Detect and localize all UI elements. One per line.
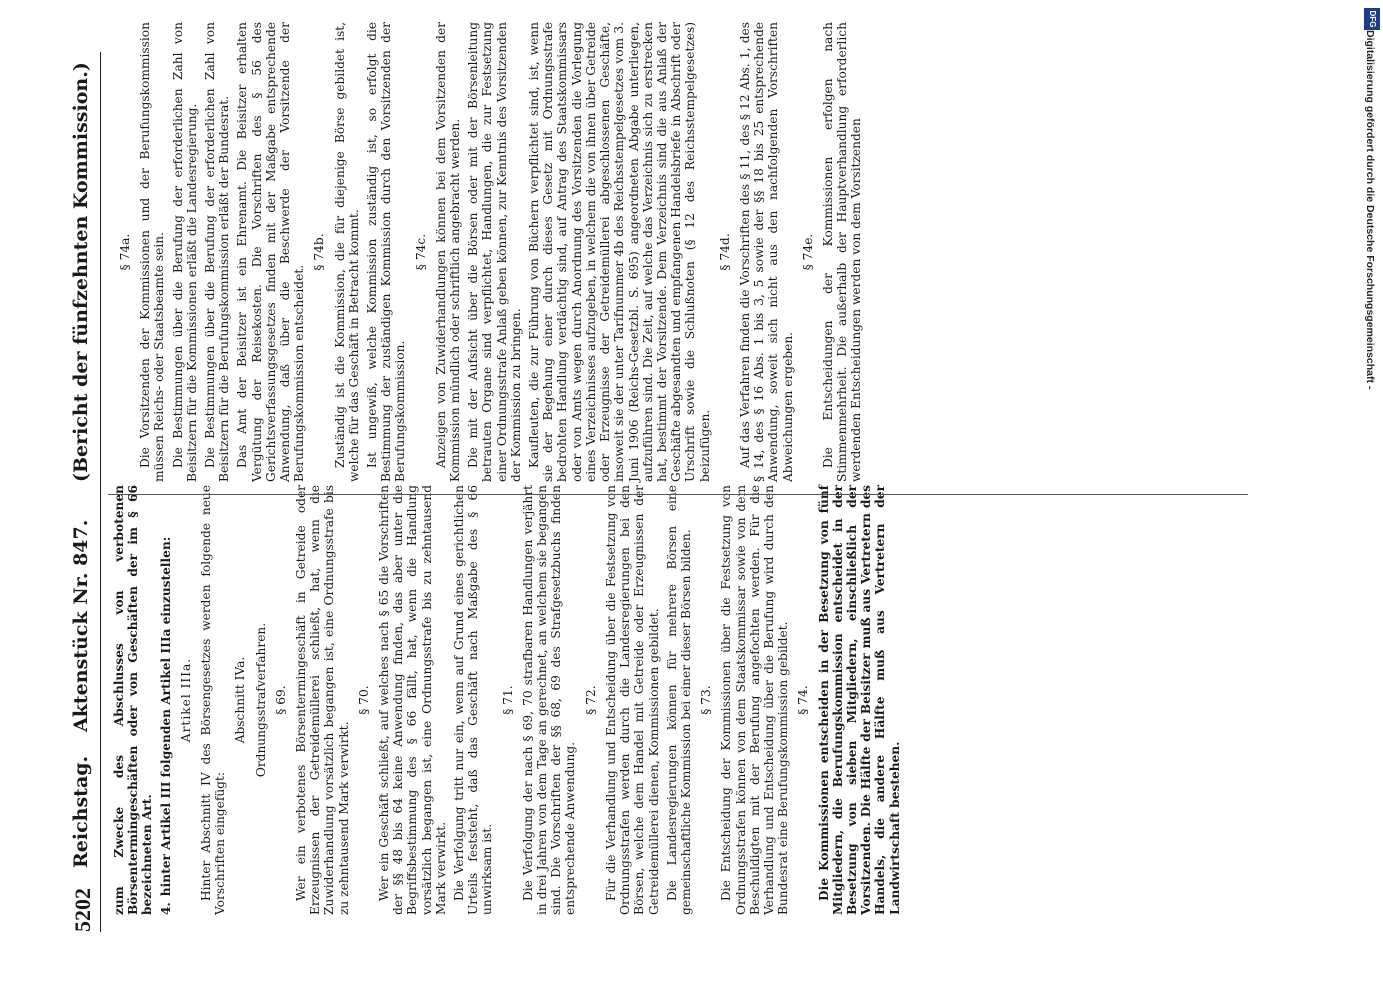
item-number: 4. bbox=[158, 902, 173, 915]
item-text: hinter Artikel III folgenden Artikel IIIa einzustellen: bbox=[158, 536, 173, 897]
paragraph-72-heading: § 72. bbox=[583, 685, 598, 715]
header-organization: Reichstag. bbox=[70, 755, 92, 868]
paragraph-74e-text: Die Entscheidungen der Kommissionen erfolgen nach Stimmenmehrheit. Die außerhalb der Hauptverhandlung erforderlich werdenden Entscheidungen werden von dem Vorsitzenden bbox=[820, 22, 864, 482]
intro-text: zum Zwecke des Abschlusses von verbotenen Börsentermingeschäften oder von Geschäften der im § 66 bezeichneten Art. bbox=[112, 485, 155, 915]
page-number: 5202 bbox=[70, 888, 95, 932]
paragraph-71-text: Die Verfolgung der nach § 69, 70 strafbaren Handlungen verjährt in drei Jahren von dem Tage an gerechnet, an welchem sie begangen sind. Die Vorschriften der §§ 68, 69 des Strafgesetzbuchs finden entsprechende Anwendung. bbox=[520, 485, 578, 915]
paragraph-74-text: Die Kommissionen entscheiden in der Besetzung von fünf Mitgliedern, die Berufungskommission entscheidet in der Besetzung von sieben Mitgliedern, einschließlich der Vorsitzenden. Die Hälfte der Beisitzer muß aus Vertretern des Handels, die andere Hälfte muß aus Vertretern der Landwirtschaft bestehen. bbox=[816, 485, 902, 915]
header-document: Aktenstück Nr. 847. bbox=[70, 519, 92, 732]
paragraph-74a-text-3: Die Bestimmungen über die Berufung der erforderlichen Zahl von Beisitzern für die Berufungskommission erläßt der Bundesrat. bbox=[203, 22, 232, 482]
article-intro: Hinter Abschnitt IV des Börsengesetzes werden folgende neue Vorschriften eingefügt: bbox=[199, 485, 228, 915]
paragraph-74b-heading: § 74b. bbox=[312, 233, 327, 271]
paragraph-70-text-2: Die Verfolgung tritt nur ein, wenn auf Grund eines gerichtlichen Urteils feststeht, daß das Geschäft nach Maßgabe des § 66 unwirksam ist. bbox=[452, 485, 495, 915]
paragraph-74d-heading: § 74d. bbox=[717, 233, 732, 271]
page-header bbox=[64, 52, 101, 932]
paragraph-70-text-1: Wer ein Geschäft schließt, auf welches nach § 65 die Vorschriften der §§ 48 bis 64 keine Anwendung finden, das aber unter die Begriffsbestimmung des § 66 fällt, hat, wenn die Handlung vorsätzlich begangen ist, eine Ordnungsstrafe bis zu zehntausend Mark verwirkt. bbox=[377, 485, 448, 915]
paragraph-73-heading: § 73. bbox=[699, 685, 714, 715]
paragraph-72-text-1: Für die Verhandlung und Entscheidung über die Festsetzung von Ordnungsstrafen werden durch die Landesregierungen bei den Börsen, welche dem Handel mit Getreide oder Erzeugnissen der Getreidemüllerei dienen, Kommissionen gebildet. bbox=[603, 485, 661, 915]
right-column bbox=[112, 22, 868, 482]
digitization-note-text: Digitalisierung gefördert durch die Deutsche Forschungsgemeinschaft - bbox=[1364, 30, 1376, 390]
paragraph-69-text: Wer ein verbotenes Börsentermingeschäft in Getreide oder Erzeugnissen der Getreidemüllerei schließt, hat, wenn die Zuwiderhandlung vorsätzlich begangen ist, eine Ordnungsstrafe bis zu zehntausend Mark verwirkt. bbox=[294, 485, 351, 915]
paragraph-74b-text-1: Zuständig ist die Kommission, die für diejenige Börse gebildet ist, welche für das Geschäft in Betracht kommt. bbox=[332, 22, 361, 482]
paragraph-71-heading: § 71. bbox=[500, 685, 515, 715]
paragraph-74b-text-2: Ist ungewiß, welche Kommission zuständig ist, so erfolgt die Bestimmung der zuständigen Kommission durch den Vorsitzenden der Berufungskommission. bbox=[365, 22, 408, 482]
paragraph-72-text-2: Die Landesregierungen können für mehrere Börsen eine gemeinschaftliche Kommission bei einer dieser Börsen bilden. bbox=[664, 485, 693, 915]
paragraph-73-text: Die Entscheidung der Kommissionen über die Festsetzung von Ordnungsstrafen können von dem Staatskommissar sowie von dem Beschuldigten mit der Berufung angefochten werden. Für die Verhandlung und Entscheidung über die Berufung wird durch den Bundesrat eine Berufungskommission gebildet. bbox=[719, 485, 791, 915]
section-title: Ordnungsstrafverfahren. bbox=[253, 622, 268, 778]
article-heading: Artikel IIIa. bbox=[178, 657, 193, 743]
paragraph-70-heading: § 70. bbox=[356, 685, 371, 715]
digitization-note bbox=[1362, 8, 1378, 998]
paragraph-74a-text-4: Das Amt der Beisitzer ist ein Ehrenamt. Die Beisitzer erhalten Vergütung der Reisekosten. Die Vorschriften des § 56 des Gerichtsverfassungsgesetzes finden mit der Maßgabe entsprechende Anwendung, daß über die Beschwerde der Vorsitzende der Berufungskommission entscheidet. bbox=[235, 22, 307, 482]
section-heading: Abschnitt IVa. bbox=[233, 656, 248, 744]
paragraph-74c-text-2: Die mit der Aufsicht über die Börsen oder mit der Börsenleitung betrauten Organe sind verpflichtet, Handlungen, die zur Festsetzung einer Ordnungsstrafe Anlaß geben können, zur Kenntnis des Vorsitzenden der Kommission zu bringen. bbox=[466, 22, 523, 482]
paragraph-74c-heading: § 74c. bbox=[413, 233, 428, 271]
header-report: (Bericht der fünfzehnten Kommission.) bbox=[70, 62, 92, 482]
paragraph-74c-text-1: Anzeigen von Zuwiderhandlungen können bei dem Vorsitzenden der Kommission mündlich oder schriftlich angebracht werden. bbox=[433, 22, 463, 482]
paragraph-69-heading: § 69. bbox=[273, 685, 288, 715]
paragraph-74c-text-3: Kaufleuten, die zur Führung von Büchern verpflichtet sind, ist, wenn sie der Begehung einer durch dieses Gesetz mit Ordnungsstrafe bedrohten Handlung verdächtig sind, auf Antrag des Staatskommissars oder von Amts wegen durch Anordnung des Vorsitzenden die Vorlegung eines Verzeichnisses aufzugeben, in welchem die von ihnen über Getreide oder Erzeugnisse der Getreidemüllerei abgeschlossenen Geschäfte, insoweit sie der unter Tarifnummer 4b des Reichsstempelgesetzes vom 3. Juni 1906 (Reichs-Gesetzbl. S. 695) angeordneten Abgabe unterliegen, aufzuführen sind. Die Zeit, auf welche das Verzeichnis sich zu erstrecken hat, bestimmt der Vorsitzende. Dem Verzeichnis sind die aus Anlaß der Geschäfte abgesandten und empfangenen Handelsbriefe in Abschrift oder Urschrift sowie die Schlußnoten (§ 12 des Reichsstempelgesetzes) beizufügen. bbox=[527, 22, 712, 482]
paragraph-74e-heading: § 74e. bbox=[800, 233, 815, 271]
paragraph-74d-text: Auf das Verfahren finden die Vorschriften des § 11, des § 12 Abs. 1, des § 14, des § 16 Abs. 1 bis 3, 5 sowie der §§ 18 bis 25 entsprechende Anwendung, soweit sich nicht aus den nachfolgenden Vorschriften Abweichungen ergeben. bbox=[737, 22, 795, 482]
paragraph-74a-text-1: Die Vorsitzenden der Kommissionen und der Berufungskommission müssen Reichs- oder Staatsbeamte sein. bbox=[138, 22, 167, 482]
paragraph-74-heading: § 74. bbox=[796, 685, 811, 715]
column-divider bbox=[108, 494, 1248, 495]
left-column bbox=[112, 485, 906, 915]
dfg-logo-text: DFG bbox=[1368, 10, 1377, 28]
paragraph-74a-heading: § 74a. bbox=[118, 233, 132, 271]
amendment-item bbox=[159, 485, 173, 915]
paragraph-74a-text-2: Die Bestimmungen über die Berufung der erforderlichen Zahl von Beisitzern für die Kommissionen erläßt die Landesregierung. bbox=[170, 22, 199, 482]
